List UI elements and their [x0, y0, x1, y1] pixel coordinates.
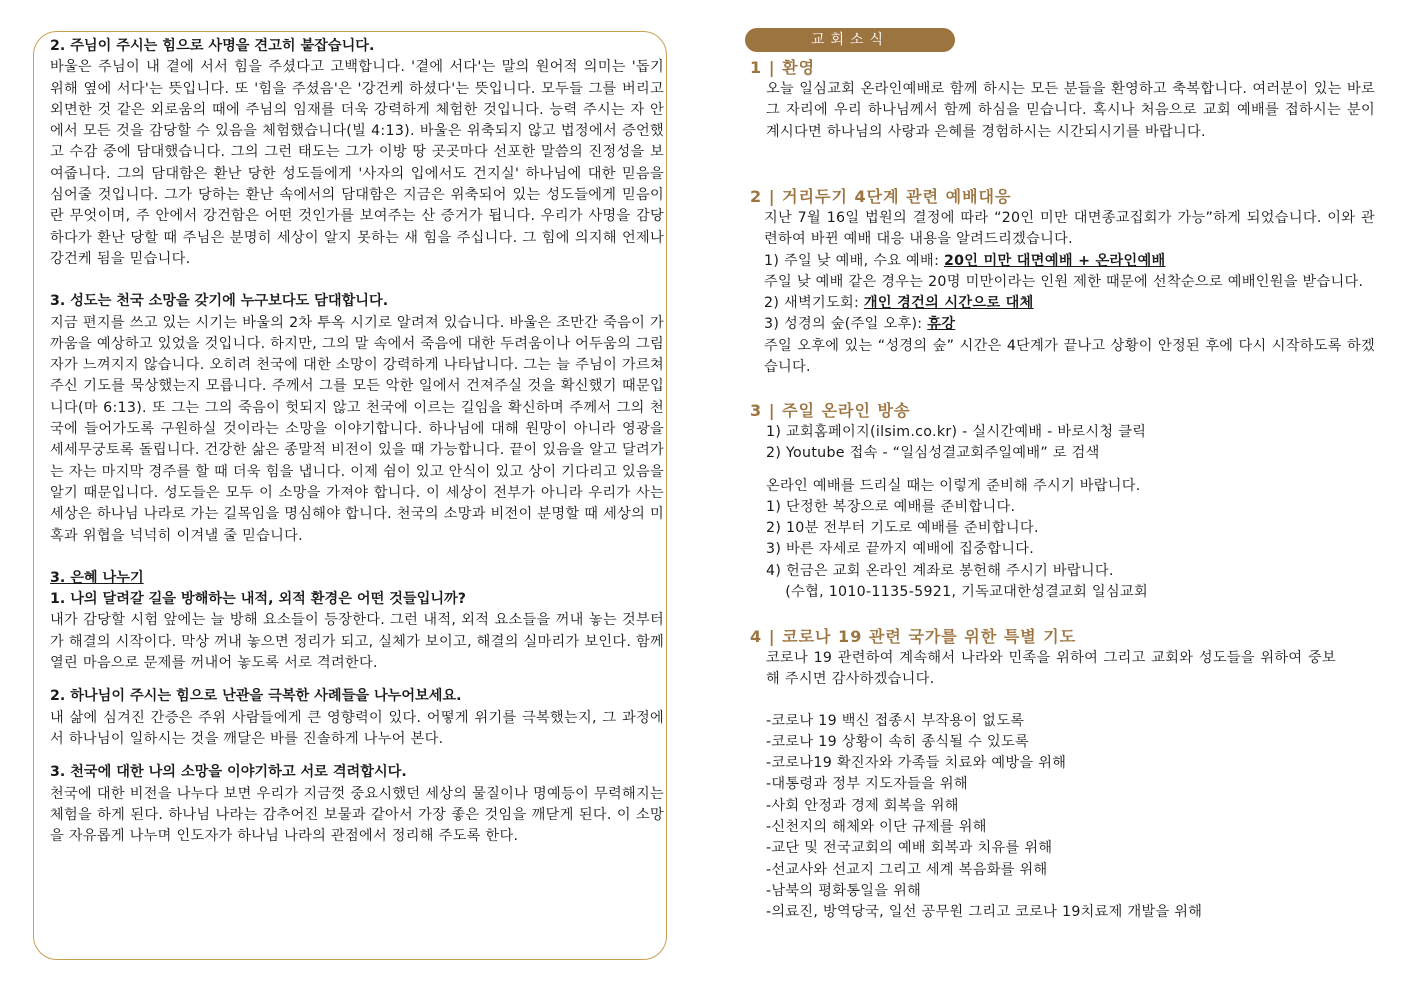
section-title: 2 | 거리두기 4단계 관련 예배대응 — [750, 187, 1012, 206]
prayer-item: -코로나19 확진자와 가족들 치료와 예방을 위해 — [766, 755, 1067, 772]
service-item — [750, 314, 1375, 335]
prayer-item: -신천지의 해체와 이단 규제를 위해 — [766, 819, 987, 836]
item-value: 개인 경건의 시간으로 대체 — [863, 295, 1034, 312]
distancing-section — [750, 186, 1375, 378]
section-heading: 3. 성도는 천국 소망을 갖기에 누구보다도 담대합니다. — [50, 293, 389, 310]
prayer-item: -코로나 19 백신 접종시 부작용이 없도록 — [766, 712, 1025, 729]
item-label: 1) 주일 낮 예배, 수요 예배: — [764, 252, 944, 269]
question-heading: 3. 천국에 대한 나의 소망을 이야기하고 서로 격려합시다. — [50, 764, 407, 781]
item-note: 주일 낮 예배 같은 경우는 20명 미만이라는 인원 제한 때문에 선착순으로 예배인원을 받습니다. — [764, 273, 1364, 290]
section-title: 1 | 환영 — [750, 58, 816, 77]
service-item — [750, 293, 1375, 314]
prep-item: 3) 바른 자세로 끝까지 예배에 집중합니다. — [766, 541, 1035, 558]
broadcast-line: 1) 교회홈페이지(ilsim.co.kr) - 실시간예배 - 바로시청 클릭 — [766, 424, 1147, 440]
broadcast-line: 2) Youtube 접속 - “일심성결교회주일예배” 로 검색 — [766, 445, 1100, 462]
service-item — [750, 251, 1375, 272]
prayer-item: -선교사와 선교지 그리고 세계 복음화를 위해 — [766, 861, 1048, 878]
sharing-heading: 3. 은혜 나누기 — [50, 569, 144, 586]
section-title: 4 | 코로나 19 관련 국가를 위한 특별 기도 — [750, 627, 1077, 646]
sermon-column — [50, 36, 664, 847]
welcome-section — [750, 57, 1375, 143]
question-heading: 1. 나의 달려갈 길을 방해하는 내적, 외적 환경은 어떤 것들입니까? — [50, 591, 466, 608]
section-heading: 2. 주님이 주시는 힘으로 사명을 견고히 붙잡습니다. — [50, 38, 375, 54]
item-note: 주일 오후에 있는 “성경의 숲” 시간은 4단계가 끝나고 상황이 안정된 후에 다시 시작하도록 하겠습니다. — [764, 337, 1375, 376]
prep-item: 1) 단정한 복장으로 예배를 준비합니다. — [766, 498, 1016, 515]
section-intro: 지난 7월 16일 법원의 결정에 따라 “20인 미만 대면종교집회가 가능”하게 되었습니다. 이와 관련하여 바뀐 예배 대응 내용을 알려드리겠습니다. — [764, 210, 1375, 248]
section-body: 오늘 일심교회 온라인예배로 함께 하시는 모든 분들을 환영하고 축복합니다. 여러분이 있는 바로 그 자리에 우리 하나님께서 함께 하심을 믿습니다. 혹시나 처음으로 교회 예배를 접하시는 분이 계시다면 하나님의 사랑과 은혜를 경험하시는 시간되시기를 바랍니다. — [766, 81, 1375, 140]
church-news-banner: 교회소식 — [745, 28, 955, 52]
prayer-item: -사회 안정과 경제 회복을 위해 — [766, 797, 959, 814]
section-intro: 온라인 예배를 드리실 때는 이렇게 준비해 주시기 바랍니다. — [766, 477, 1141, 494]
section-title: 3 | 주일 온라인 방송 — [750, 401, 911, 420]
prep-item: 2) 10분 전부터 기도로 예배를 준비합니다. — [766, 520, 1039, 537]
prayer-item: -의료진, 방역당국, 일선 공무원 그리고 코로나 19치료제 개발을 위해 — [766, 904, 1203, 921]
prayer-item: -남북의 평화통일을 위해 — [766, 882, 922, 899]
prayer-item: -대통령과 정부 지도자들을 위해 — [766, 776, 968, 793]
online-broadcast-section — [750, 400, 1375, 603]
prayer-item: -코로나 19 상황이 속히 종식될 수 있도록 — [766, 733, 1030, 750]
section-body: 지금 편지를 쓰고 있는 시기는 바울의 2차 투옥 시기로 알려져 있습니다. 바울은 조만간 죽음이 가까움을 예상하고 있었을 것입니다. 하지만, 그의 말 속에서 죽음에 대한 두려움이나 어두움의 그림자가 느껴지지 않습니다. 오히려 천국에 대한 소망이 강력하게 나타납니다. 그는 늘 주님이 가르쳐주신 기도를 묵상했는지 모릅니다. 주께서 그를 모든 악한 일에서 건져주실 것을 확신했기 때문입니다(마 6:13). 또 그는 그의 죽음이 헛되지 않고 천국에 이르는 길임을 확신하며 주께서 그의 천국에 들어가도록 구원하실 것이라는 소망을 이야기합니다. 하나님에 대해 원망이 아니라 영광을 세세무궁토록 돌립니다. 건강한 삶은 종말적 비전이 있을 때 가능합니다. 끝이 있음을 알고 달려가는 자는 마지막 경주를 할 때 더욱 힘을 냅니다. 이제 쉼이 있고 안식이 있고 상이 기다리고 있음을 알기 때문입니다. 성도들은 모두 이 소망을 가져야 합니다. 이 세상이 전부가 아니라 우리가 사는 세상은 하나님 나라로 가는 길목임을 명심해야 합니다. 천국의 소망과 비전이 분명할 때 세상의 미혹과 위협을 넉넉히 이겨낼 줄 믿습니다. — [50, 314, 664, 544]
item-value: 20인 미만 대면예배 + 온라인예배 — [943, 252, 1166, 269]
prayer-item: -교단 및 전국교회의 예배 회복과 치유를 위해 — [766, 840, 1053, 857]
section-intro: 코로나 19 관련하여 계속해서 나라와 민족을 위하여 그리고 교회와 성도들을 위하여 중보해 주시면 감사하겠습니다. — [766, 650, 1336, 688]
question-body: 천국에 대한 비전을 나누다 보면 우리가 지금껏 중요시했던 세상의 물질이나 명예등이 무력해지는 체험을 하게 된다. 하나님 나라는 감추어진 보물과 같아서 가장 좋은 것임을 깨닫게 된다. 이 소망을 자유롭게 나누며 인도자가 하나님 나라의 관점에서 정리해 주도록 한다. — [50, 785, 664, 845]
account-info: (수협, 1010-1135-5921, 기독교대한성결교회 일심교회 — [766, 584, 1148, 601]
item-value: 휴강 — [927, 316, 956, 333]
section-body: 바울은 주님이 내 곁에 서서 힘을 주셨다고 고백합니다. '곁에 서다'는 말의 원어적 의미는 '돕기 위해 옆에 서다'는 뜻입니다. 또 '힘을 주셨음'은 '강건케 하셨다'는 뜻입니다. 모두들 그를 버리고 외면한 것 같은 외로움의 때에 주님의 임재를 더욱 강력하게 체험한 것입니다. 능력 주시는 자 안에서 모든 것을 감당할 수 있음을 체험했습니다(빌 4:13). 바울은 위축되지 않고 법정에서 증언했고 수감 중에 담대했습니다. 그의 그런 태도는 그가 이방 땅 곳곳마다 선포한 말씀의 진정성을 보여줍니다. 그의 담대함은 환난 당한 성도들에게 '사자의 입에서도 건지실' 하나님에 대한 믿음을 심어줄 것입니다. 그가 당하는 환난 속에서의 담대함은 지금은 위축되어 있는 성도들에게 믿음이란 무엇이며, 주 안에서 강건함은 어떤 것인가를 보여주는 산 증거가 됩니다. 우리가 사명을 감당하다가 환난 당할 때 주님은 분명히 세상이 알지 못하는 새 힘을 주십니다. 그 힘에 의지해 언제나 강건케 됨을 믿습니다. — [50, 59, 664, 267]
question-body: 내가 감당할 시험 앞에는 늘 방해 요소들이 등장한다. 그런 내적, 외적 요소들을 꺼내 놓는 것부터가 해결의 시작이다. 막상 꺼내 놓으면 정리가 되고, 실체가 보이고, 해결의 실마리가 보인다. 함께 열린 마음으로 문제를 꺼내어 놓도록 서로 격려한다. — [50, 612, 664, 672]
item-label: 2) 새벽기도회: — [764, 295, 864, 312]
question-heading: 2. 하나님이 주시는 힘으로 난관을 극복한 사례들을 나누어보세요. — [50, 688, 462, 705]
prayer-section — [750, 626, 1375, 924]
question-body: 내 삶에 심겨진 간증은 주위 사람들에게 큰 영향력이 있다. 어떻게 위기를 극복했는지, 그 과정에서 하나님이 일하시는 것을 깨달은 바를 진솔하게 나누어 본다. — [50, 709, 664, 747]
item-label: 3) 성경의 숲(주일 오후): — [764, 316, 928, 333]
prep-item: 4) 헌금은 교회 온라인 계좌로 봉헌해 주시기 바랍니다. — [766, 562, 1114, 579]
